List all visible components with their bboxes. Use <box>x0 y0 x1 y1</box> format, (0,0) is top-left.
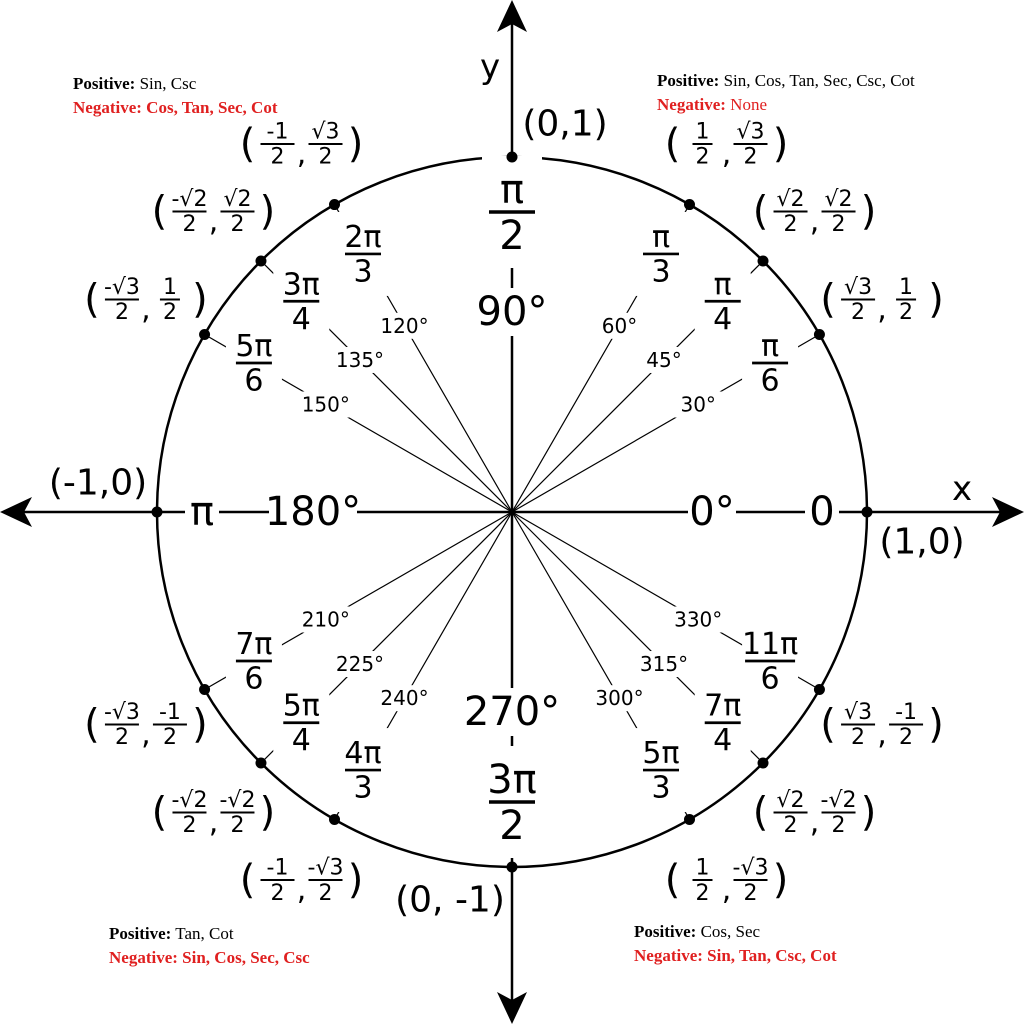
coordinate-label-150 <box>84 275 208 327</box>
paren-open: ( <box>820 701 836 748</box>
paren-open: ( <box>752 188 769 235</box>
paren-close: ) <box>772 857 789 904</box>
fraction-numerator: 1 <box>695 855 710 881</box>
coordinate-label-120 <box>240 119 364 171</box>
fraction-numerator: π <box>761 329 780 364</box>
fraction-denominator: 2 <box>499 803 525 849</box>
negative-line <box>634 944 837 968</box>
coordinate-x <box>104 700 140 750</box>
negative-label: Negative: <box>109 948 178 967</box>
point-dot-330 <box>814 684 825 695</box>
fraction-numerator: √3 <box>844 274 873 300</box>
coordinate-label-30 <box>820 275 944 327</box>
quadrant-note-q1 <box>657 69 915 117</box>
coordinate-x <box>261 855 295 905</box>
paren-close: ) <box>928 276 944 323</box>
coordinate-y <box>160 275 180 325</box>
fraction-denominator: 4 <box>291 301 311 337</box>
fraction-numerator: 1 <box>695 119 710 145</box>
positive-line <box>109 922 310 946</box>
coordinate-x <box>693 855 713 905</box>
fraction-denominator: 2 <box>182 212 197 238</box>
coordinate-y <box>821 788 857 838</box>
coordinate-x <box>774 788 808 838</box>
paren-close: ) <box>192 701 208 748</box>
fraction-numerator: √3 <box>736 119 765 145</box>
fraction-denominator: 2 <box>499 213 525 259</box>
positive-functions: Sin, Cos, Tan, Sec, Csc, Cot <box>723 71 915 90</box>
coordinate-y <box>309 119 343 169</box>
coordinate-label-300 <box>665 855 789 907</box>
fraction-denominator: 2 <box>851 300 866 326</box>
coordinate-x <box>104 275 140 325</box>
fraction-denominator: 2 <box>230 212 245 238</box>
coordinate-y <box>896 275 916 325</box>
comma: , <box>208 805 219 841</box>
radian-label-180: π <box>189 489 215 535</box>
paren-open: ( <box>664 120 681 167</box>
comma: , <box>809 203 820 239</box>
fraction-numerator: √2 <box>223 186 252 212</box>
fraction-denominator: 2 <box>114 300 129 326</box>
fraction-numerator: -√2 <box>219 787 256 813</box>
comma: , <box>208 203 219 239</box>
fraction-numerator: -√2 <box>820 787 857 813</box>
point-dot-150 <box>199 329 210 340</box>
positive-line <box>634 920 837 944</box>
coordinate-x <box>171 788 207 838</box>
paren-open: ( <box>820 276 836 323</box>
degree-label-270: 270° <box>463 689 561 735</box>
fraction-numerator: -√3 <box>307 855 344 881</box>
coordinate-x <box>841 275 875 325</box>
fraction-denominator: 6 <box>760 661 780 697</box>
point-dot-30 <box>814 329 825 340</box>
paren-open: ( <box>151 789 168 836</box>
coordinate-y <box>734 119 768 169</box>
paren-close: ) <box>928 701 944 748</box>
positive-functions: Tan, Cot <box>175 924 234 943</box>
coordinate-label-270: (0, -1) <box>395 879 505 921</box>
fraction-numerator: -√2 <box>171 787 208 813</box>
coordinate-label-135 <box>152 187 276 239</box>
fraction-denominator: 6 <box>244 363 264 399</box>
fraction-denominator: 2 <box>743 880 758 906</box>
fraction-numerator: 5π <box>642 736 680 772</box>
positive-line <box>657 69 915 93</box>
fraction-denominator: 2 <box>695 880 710 906</box>
coordinate-x <box>841 700 875 750</box>
fraction-numerator: 4π <box>344 736 382 772</box>
comma: , <box>296 136 307 172</box>
coordinate-label-180: (-1,0) <box>48 462 148 504</box>
coordinate-label-330 <box>820 700 944 752</box>
coordinate-label-0: (1,0) <box>879 521 965 563</box>
coordinate-y <box>220 187 254 237</box>
negative-line <box>657 93 915 117</box>
fraction-numerator: π <box>499 167 525 213</box>
fraction-numerator: 3π <box>282 267 320 303</box>
negative-functions: Cos, Tan, Sec, Cot <box>146 98 278 117</box>
degree-label-60: 60° <box>601 313 638 338</box>
degree-label-210: 210° <box>301 607 350 632</box>
paren-open: ( <box>239 857 256 904</box>
fraction-denominator: 2 <box>162 300 177 326</box>
negative-functions: Sin, Cos, Sec, Csc <box>182 948 310 967</box>
coordinate-label-90: (0,1) <box>522 103 608 145</box>
point-dot-270 <box>507 862 518 873</box>
fraction-denominator: 2 <box>743 144 758 170</box>
fraction-numerator: -√3 <box>103 274 140 300</box>
point-dot-45 <box>758 255 769 266</box>
comma: , <box>296 872 307 908</box>
paren-close: ) <box>259 188 276 235</box>
degree-label-0: 0° <box>689 489 735 535</box>
coordinate-x <box>774 187 808 237</box>
degree-label-30: 30° <box>680 392 716 417</box>
fraction-numerator: 1 <box>162 274 177 300</box>
x-axis-label: x <box>951 469 973 509</box>
fraction-denominator: 2 <box>182 813 197 839</box>
comma: , <box>809 805 820 841</box>
fraction-numerator: 5π <box>282 688 320 724</box>
positive-label: Positive: <box>109 924 172 943</box>
quadrant-note-q4 <box>634 920 837 968</box>
fraction-denominator: 2 <box>270 880 285 906</box>
degree-label-90: 90° <box>476 289 548 335</box>
negative-functions: Sin, Tan, Csc, Cot <box>707 946 837 965</box>
fraction-denominator: 4 <box>291 723 311 759</box>
fraction-denominator: 2 <box>318 880 333 906</box>
fraction-denominator: 2 <box>899 300 914 326</box>
negative-label: Negative: <box>634 946 703 965</box>
degree-label-330: 330° <box>674 607 723 632</box>
comma: , <box>877 717 887 752</box>
coordinate-y <box>153 700 187 750</box>
fraction-numerator: -√3 <box>103 699 140 725</box>
fraction-numerator: √2 <box>776 186 805 212</box>
fraction-numerator: -1 <box>266 855 289 881</box>
comma: , <box>721 136 732 172</box>
fraction-numerator: 3π <box>487 757 537 803</box>
comma: , <box>141 717 151 752</box>
fraction-numerator: -1 <box>266 119 289 145</box>
point-dot-315 <box>758 758 769 769</box>
point-dot-90 <box>507 152 518 163</box>
paren-close: ) <box>347 857 364 904</box>
positive-functions: Sin, Csc <box>139 74 197 93</box>
comma: , <box>721 872 732 908</box>
fraction-denominator: 2 <box>831 212 846 238</box>
paren-close: ) <box>192 276 208 323</box>
fraction-numerator: -1 <box>158 699 181 725</box>
fraction-denominator: 3 <box>651 254 671 290</box>
fraction-numerator: √2 <box>776 787 805 813</box>
y-axis-label: y <box>479 47 501 87</box>
fraction-numerator: π <box>651 219 671 255</box>
degree-label-300: 300° <box>595 686 644 711</box>
point-dot-210 <box>199 684 210 695</box>
paren-open: ( <box>752 789 769 836</box>
paren-close: ) <box>772 120 789 167</box>
degree-label-120: 120° <box>380 313 429 338</box>
fraction-denominator: 2 <box>851 725 866 751</box>
degree-label-180: 180° <box>264 489 362 535</box>
coordinate-x <box>693 119 713 169</box>
point-dot-135 <box>255 255 266 266</box>
fraction-denominator: 2 <box>831 813 846 839</box>
positive-line <box>73 72 277 96</box>
fraction-denominator: 3 <box>353 254 373 290</box>
negative-line <box>73 96 277 120</box>
degree-label-315: 315° <box>639 652 689 677</box>
coordinate-y <box>733 855 769 905</box>
fraction-denominator: 6 <box>244 661 264 697</box>
coordinate-y <box>889 700 923 750</box>
fraction-numerator: -√3 <box>732 855 769 881</box>
fraction-denominator: 2 <box>318 144 333 170</box>
coordinate-y <box>308 855 344 905</box>
coordinate-x <box>261 119 295 169</box>
fraction-denominator: 2 <box>230 813 245 839</box>
fraction-denominator: 6 <box>760 363 780 399</box>
fraction-numerator: 1 <box>899 274 914 300</box>
coordinate-label-210 <box>84 700 208 752</box>
fraction-denominator: 2 <box>695 144 710 170</box>
fraction-numerator: 7π <box>704 688 742 724</box>
coordinate-y <box>219 788 255 838</box>
negative-functions: None <box>730 95 767 114</box>
coordinate-label-240 <box>240 855 364 907</box>
degree-label-240: 240° <box>380 686 429 711</box>
fraction-denominator: 2 <box>783 813 798 839</box>
degree-label-225: 225° <box>335 652 385 677</box>
coordinate-label-315 <box>753 788 877 840</box>
quadrant-note-q3 <box>109 922 310 970</box>
paren-close: ) <box>860 789 877 836</box>
comma: , <box>141 292 151 327</box>
point-dot-300 <box>684 814 695 825</box>
paren-open: ( <box>664 857 681 904</box>
point-dot-0 <box>862 507 873 518</box>
paren-open: ( <box>151 188 168 235</box>
point-dot-225 <box>255 758 266 769</box>
paren-open: ( <box>84 276 100 323</box>
point-dot-180 <box>152 507 163 518</box>
fraction-denominator: 2 <box>114 725 129 751</box>
point-dot-120 <box>329 199 340 210</box>
negative-line <box>109 946 310 970</box>
fraction-denominator: 3 <box>353 770 373 806</box>
fraction-denominator: 2 <box>270 144 285 170</box>
negative-label: Negative: <box>73 98 142 117</box>
fraction-numerator: 7π <box>235 627 273 662</box>
fraction-numerator: 5π <box>235 329 273 364</box>
fraction-denominator: 2 <box>899 725 914 751</box>
paren-open: ( <box>84 701 100 748</box>
coordinate-label-45 <box>753 187 877 239</box>
negative-label: Negative: <box>657 95 726 114</box>
coordinate-x <box>171 187 207 237</box>
radian-label-0: 0 <box>809 489 835 535</box>
fraction-denominator: 4 <box>713 723 733 759</box>
fraction-numerator: -√2 <box>171 186 208 212</box>
coordinate-label-225 <box>152 788 276 840</box>
degree-label-135: 135° <box>335 347 385 372</box>
fraction-numerator: π <box>713 267 732 303</box>
fraction-numerator: 2π <box>344 219 382 255</box>
paren-close: ) <box>860 188 877 235</box>
quadrant-note-q2 <box>73 72 277 120</box>
degree-label-45: 45° <box>646 347 682 372</box>
positive-label: Positive: <box>657 71 720 90</box>
point-dot-60 <box>684 199 695 210</box>
fraction-numerator: √2 <box>824 186 853 212</box>
fraction-numerator: √3 <box>844 699 873 725</box>
fraction-numerator: -1 <box>895 699 918 725</box>
coordinate-label-60 <box>665 119 789 171</box>
paren-close: ) <box>259 789 276 836</box>
point-dot-240 <box>329 814 340 825</box>
comma: , <box>877 292 887 327</box>
fraction-denominator: 2 <box>783 212 798 238</box>
degree-label-150: 150° <box>301 392 350 417</box>
fraction-denominator: 4 <box>713 301 733 337</box>
positive-functions: Cos, Sec <box>700 922 761 941</box>
fraction-numerator: 11π <box>741 627 799 662</box>
paren-close: ) <box>347 120 364 167</box>
fraction-denominator: 2 <box>162 725 177 751</box>
fraction-denominator: 3 <box>651 770 671 806</box>
positive-label: Positive: <box>634 922 697 941</box>
positive-label: Positive: <box>73 74 136 93</box>
coordinate-y <box>822 187 856 237</box>
paren-open: ( <box>239 120 256 167</box>
fraction-numerator: √3 <box>311 119 340 145</box>
